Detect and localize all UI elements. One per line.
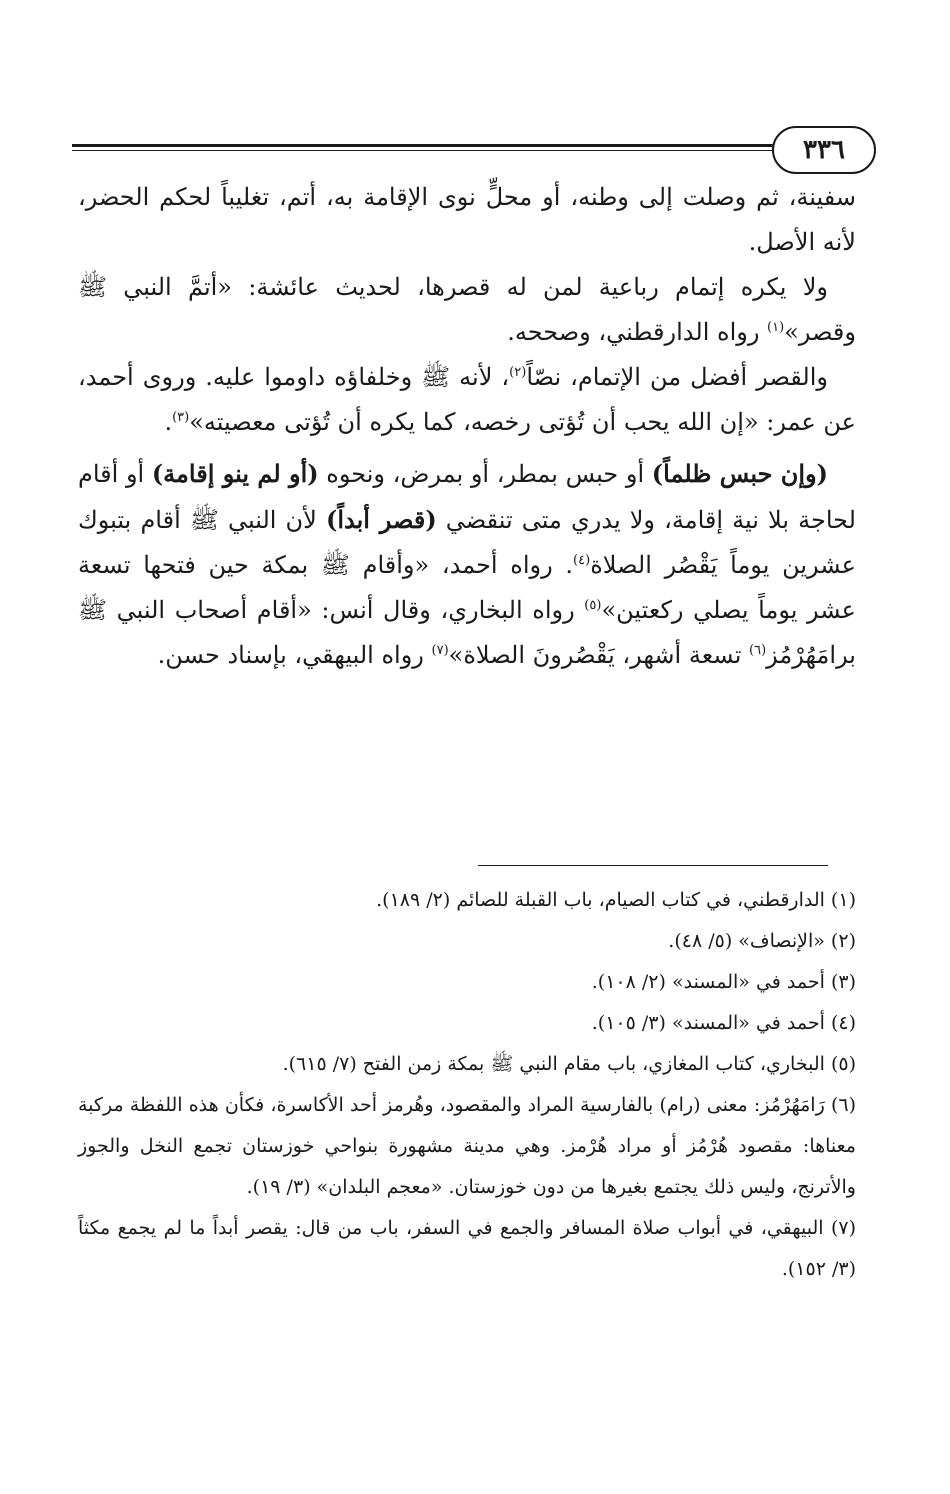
sharh-text: ولا يكره إتمام رباعية لمن له قصرها، لحديث عائشة: «أتمَّ النبي ﷺ وقصر»	[78, 273, 856, 346]
paragraph	[78, 451, 856, 678]
footnote: (٣) أحمد في «المسند» (٢/ ١٠٨).	[591, 971, 856, 993]
matn-text: (أو لم ينو إقامة)	[151, 459, 319, 488]
footnotes	[78, 880, 856, 1290]
sharh-text: .	[164, 408, 173, 436]
footnote: (١) الدارقطني، في كتاب الصيام، باب القبلة للصائم (٢/ ١٨٩).	[376, 889, 856, 911]
paragraph	[78, 265, 856, 355]
sharh-text: رواه البيهقي، بإسناد حسن.	[157, 641, 432, 669]
sharh-text: سفينة، ثم وصلت إلى وطنه، أو محلٍّ نوى الإقامة به، أتم، تغليباً لحكم الحضر، لأنه الأصل.	[78, 183, 856, 256]
footnote-ref: (٥)	[584, 598, 602, 613]
footnote-ref: (٧)	[431, 643, 449, 658]
sharh-text: والقصر أفضل من الإتمام، نصّاً	[526, 363, 828, 391]
sharh-text: لأن النبي ﷺ أقام بتبوك عشرين يوماً يَقْصُر الصلاة	[78, 506, 856, 579]
paragraph	[78, 175, 856, 265]
footnote: (٧) البيهقي، في أبواب صلاة المسافر والجمع في السفر، باب من قال: يقصر أبداً ما لم يجمع مكثاً (٣/ ١٥٢).	[78, 1217, 856, 1280]
sharh-text: أو حبس بمطر، أو بمرض، ونحوه	[318, 460, 652, 488]
header-rule-thin	[72, 150, 780, 151]
footnote: (٢) «الإنصاف» (٥/ ٤٨).	[668, 930, 856, 952]
footnote-ref: (٣)	[172, 410, 190, 425]
page-header	[72, 120, 852, 176]
footnote: (٦) رَامَهُرْمُز: معنى (رام) بالفارسية المراد والمقصود، وهُرمز أحد الأكاسرة، فكأن هذه اللفظة مركبة معناها: مقصود هُرْمُز أو مراد هُرْمز. وهي مدينة مشهورة بنواحي خوزستان تجمع النخل والجوز والأترنج، وليس ذلك يجتمع بغيرها من دون خوزستان. «معجم البلدان» (٣/ ١٩).	[78, 1094, 856, 1198]
footnote-ref: (٢)	[509, 365, 527, 380]
footnote-separator	[478, 865, 828, 866]
header-rule	[72, 144, 780, 147]
footnote-ref: (٦)	[749, 643, 767, 658]
matn-text: (وإن حبس ظلماً)	[651, 459, 828, 488]
paragraph	[78, 355, 856, 445]
sharh-text: تسعة أشهر، يَقْصُرونَ الصلاة»	[448, 641, 749, 669]
footnote: (٥) البخاري، كتاب المغازي، باب مقام النبي ﷺ بمكة زمن الفتح (٧/ ٦١٥).	[282, 1053, 856, 1075]
footnote-ref: (٤)	[573, 553, 591, 568]
matn-text: (قصر أبداً)	[325, 505, 437, 534]
page-number: ٣٣٦	[772, 126, 876, 174]
footnote: (٤) أحمد في «المسند» (٣/ ١٠٥).	[591, 1012, 856, 1034]
main-text	[78, 175, 856, 678]
sharh-text: . رواه أحمد، «وأقام ﷺ بمكة حين فتحها تسعة عشر يوماً يصلي ركعتين»	[78, 551, 856, 624]
sharh-text: رواه البخاري، وقال أنس: «أقام أصحاب النبي ﷺ برامَهُرْمُز	[78, 596, 856, 669]
sharh-text: ، لأنه ﷺ وخلفاؤه داوموا عليه. وروى أحمد، عن عمر: «إن الله يحب أن تُؤتى رخصه، كما يكره أن تُؤتى معصيته»	[78, 363, 856, 436]
footnote-ref: (١)	[767, 320, 785, 335]
sharh-text: أو أقام لحاجة بلا نية إقامة، ولا يدري متى تنقضي	[78, 460, 856, 534]
sharh-text: رواه الدارقطني، وصححه.	[507, 318, 768, 346]
